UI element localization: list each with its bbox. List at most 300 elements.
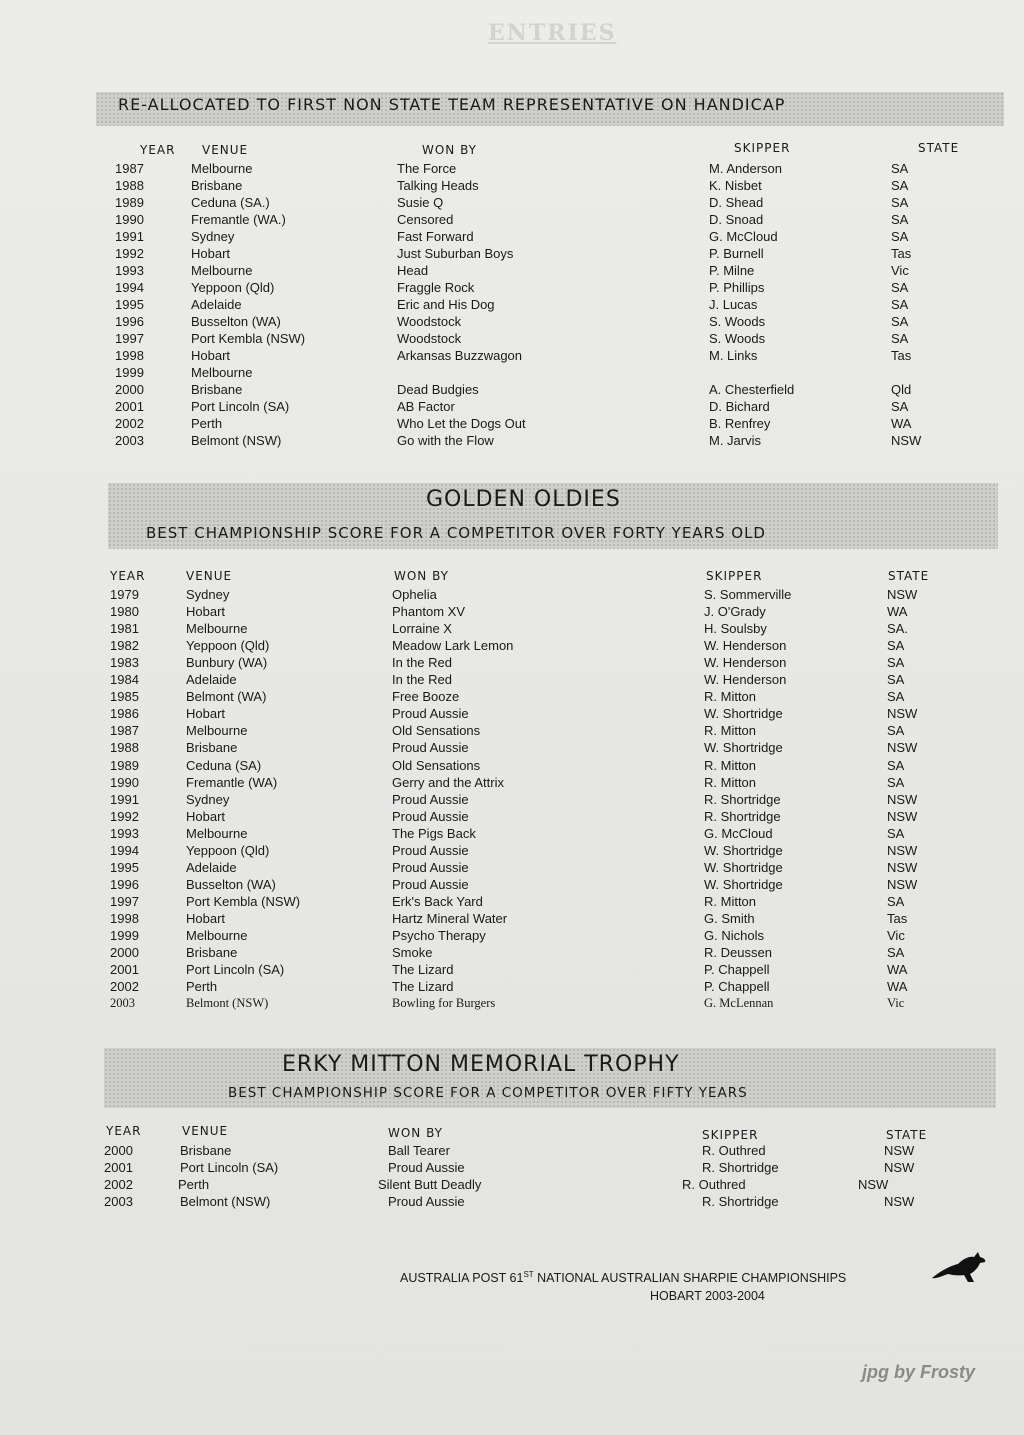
- cell-won-by: Proud Aussie: [392, 859, 469, 875]
- cell-venue: Yeppoon (Qld): [191, 280, 275, 295]
- cell-skipper: R. Mitton: [704, 723, 757, 739]
- cell-won-by: Gerry and the Attrix: [392, 774, 504, 790]
- cell-won-by: Old Sensations: [392, 757, 481, 773]
- cell-won-by: Proud Aussie: [392, 706, 469, 722]
- table-row: [0, 365, 1024, 382]
- table-row: [0, 1194, 1024, 1211]
- s2-header-state: STATE: [888, 569, 930, 583]
- cell-won-by: Just Suburban Boys: [397, 246, 514, 261]
- watermark: jpg by Frosty: [862, 1362, 976, 1382]
- section2-title: GOLDEN OLDIES: [426, 487, 621, 512]
- cell-state: SA: [887, 757, 905, 773]
- table-row: [0, 229, 1024, 246]
- cell-won-by: Who Let the Dogs Out: [397, 416, 526, 431]
- cell-won-by: The Lizard: [392, 979, 454, 995]
- cell-skipper: R. Shortridge: [704, 791, 781, 807]
- s3-header-skipper: SKIPPER: [702, 1128, 759, 1142]
- cell-skipper: P. Chappell: [704, 962, 770, 978]
- cell-year: 1987: [110, 723, 139, 739]
- cell-state: WA: [887, 979, 908, 995]
- cell-won-by: Ophelia: [392, 587, 437, 602]
- cell-won-by: Eric and His Dog: [397, 297, 495, 312]
- cell-venue: Adelaide: [191, 297, 242, 312]
- cell-skipper: H. Soulsby: [704, 621, 767, 637]
- cell-venue: Hobart: [191, 246, 231, 261]
- cell-skipper: R. Deussen: [704, 945, 772, 961]
- s1-header-won-by: WON BY: [422, 143, 478, 157]
- cell-state: NSW: [884, 1194, 915, 1209]
- cell-won-by: Proud Aussie: [392, 876, 469, 892]
- table-row: [0, 161, 1024, 178]
- cell-won-by: Fast Forward: [397, 229, 474, 244]
- cell-skipper: J. O'Grady: [704, 604, 766, 620]
- cell-won-by: Talking Heads: [397, 178, 479, 193]
- cell-venue: Perth: [186, 979, 218, 995]
- cell-year: 1996: [110, 876, 139, 892]
- table-row: [0, 689, 1024, 706]
- s2-header-venue: VENUE: [186, 569, 233, 583]
- cell-venue: Ceduna (SA): [186, 757, 262, 773]
- cell-venue: Melbourne: [186, 723, 248, 739]
- cell-venue: Hobart: [186, 808, 226, 824]
- table-row: [0, 809, 1024, 826]
- cell-state: SA: [891, 161, 909, 176]
- table-row: [0, 996, 1024, 1013]
- cell-state: SA: [891, 212, 909, 227]
- cell-skipper: G. McCloud: [709, 229, 778, 244]
- cell-year: 1985: [110, 689, 139, 705]
- cell-won-by: The Lizard: [392, 962, 454, 978]
- cell-skipper: S. Woods: [709, 331, 766, 346]
- cell-won-by: In the Red: [392, 672, 452, 688]
- table-row: [0, 587, 1024, 604]
- cell-skipper: M. Links: [709, 348, 758, 363]
- table-row: [0, 775, 1024, 792]
- cell-year: 1999: [115, 365, 144, 380]
- s3-header-state: STATE: [886, 1128, 928, 1142]
- cell-state: SA: [891, 297, 909, 312]
- cell-year: 1989: [110, 757, 139, 773]
- cell-won-by: Old Sensations: [392, 723, 481, 739]
- cell-year: 2001: [115, 399, 144, 414]
- cell-state: SA: [887, 689, 905, 705]
- table-row: [0, 280, 1024, 297]
- cell-state: SA: [887, 774, 905, 790]
- cell-won-by: Proud Aussie: [392, 842, 469, 858]
- s2-header-won-by: WON BY: [394, 569, 450, 583]
- cell-state: NSW: [887, 842, 918, 858]
- cell-won-by: AB Factor: [397, 399, 455, 414]
- cell-venue: Brisbane: [186, 740, 238, 756]
- cell-state: NSW: [891, 433, 922, 448]
- cell-venue: Belmont (WA): [186, 689, 267, 705]
- cell-skipper: R. Mitton: [704, 689, 757, 705]
- table-row: [0, 723, 1024, 740]
- cell-state: WA: [891, 416, 912, 431]
- cell-venue: Brisbane: [191, 178, 243, 193]
- cell-state: SA: [891, 280, 909, 295]
- s2-header-year: YEAR: [110, 569, 146, 583]
- table-row: [0, 911, 1024, 928]
- cell-year: 1991: [115, 229, 144, 244]
- table-row: [0, 740, 1024, 757]
- cell-won-by: Erk's Back Yard: [392, 893, 483, 909]
- cell-skipper: W. Henderson: [704, 655, 787, 671]
- cell-state: SA: [891, 195, 909, 210]
- table-row: [0, 928, 1024, 945]
- section3-title: ERKY MITTON MEMORIAL TROPHY: [282, 1052, 680, 1077]
- cell-year: 1994: [110, 842, 139, 858]
- cell-year: 1981: [110, 621, 139, 637]
- table-row: [0, 843, 1024, 860]
- cell-state: NSW: [884, 1143, 915, 1158]
- table-row: [0, 877, 1024, 894]
- cell-venue: Yeppoon (Qld): [186, 842, 270, 858]
- cell-won-by: Ball Tearer: [388, 1143, 450, 1158]
- cell-year: 1993: [110, 825, 139, 841]
- cell-state: SA: [891, 178, 909, 193]
- s3-header-venue: VENUE: [182, 1124, 229, 1138]
- cell-venue: Fremantle (WA.): [191, 212, 286, 227]
- table-row: [0, 382, 1024, 399]
- cell-skipper: M. Jarvis: [709, 433, 761, 448]
- table-row: [0, 894, 1024, 911]
- cell-venue: Melbourne: [191, 263, 253, 278]
- cell-state: WA: [887, 604, 908, 620]
- table-row: [0, 792, 1024, 809]
- cell-venue: Melbourne: [186, 928, 248, 943]
- cell-skipper: W. Henderson: [704, 672, 787, 688]
- cell-venue: Melbourne: [191, 161, 253, 176]
- cell-won-by: Bowling for Burgers: [392, 996, 496, 1011]
- cell-skipper: W. Shortridge: [704, 842, 783, 858]
- cell-state: NSW: [884, 1160, 915, 1175]
- s2-header-skipper: SKIPPER: [706, 569, 763, 583]
- cell-state: NSW: [887, 740, 918, 756]
- cell-state: SA.: [887, 621, 908, 637]
- cell-skipper: W. Henderson: [704, 638, 787, 654]
- table-row: [0, 706, 1024, 723]
- cell-venue: Busselton (WA): [186, 876, 276, 892]
- cell-year: 1993: [115, 263, 144, 278]
- cell-year: 1994: [115, 280, 144, 295]
- table-row: [0, 672, 1024, 689]
- cell-year: 1998: [110, 910, 139, 926]
- cell-year: 2000: [110, 945, 139, 961]
- cell-year: 2000: [104, 1143, 133, 1158]
- cell-skipper: J. Lucas: [709, 297, 758, 312]
- cell-state: SA: [887, 825, 905, 841]
- cell-state: SA: [887, 723, 905, 739]
- cell-state: Qld: [891, 382, 912, 397]
- cell-state: Tas: [891, 348, 912, 363]
- table-row: [0, 263, 1024, 280]
- cell-skipper: W. Shortridge: [704, 876, 783, 892]
- cell-state: WA: [887, 962, 908, 978]
- cell-venue: Adelaide: [186, 859, 237, 875]
- cell-venue: Belmont (NSW): [186, 996, 269, 1011]
- s3-header-year: YEAR: [106, 1124, 142, 1138]
- cell-year: 1999: [110, 928, 139, 943]
- cell-venue: Belmont (NSW): [180, 1194, 271, 1209]
- cell-skipper: S. Woods: [709, 314, 766, 329]
- cell-won-by: Phantom XV: [392, 604, 465, 620]
- table-row: [0, 331, 1024, 348]
- cell-state: NSW: [887, 876, 918, 892]
- table-row: [0, 604, 1024, 621]
- cell-year: 1995: [110, 859, 139, 875]
- cell-skipper: S. Sommerville: [704, 587, 792, 602]
- cell-state: NSW: [887, 706, 918, 722]
- cell-year: 2002: [104, 1177, 133, 1192]
- cell-venue: Perth: [191, 416, 223, 431]
- cell-venue: Ceduna (SA.): [191, 195, 270, 210]
- cell-skipper: W. Shortridge: [704, 706, 783, 722]
- cell-skipper: R. Mitton: [704, 774, 757, 790]
- cell-skipper: G. Nichols: [704, 928, 764, 943]
- cell-year: 1987: [115, 161, 144, 176]
- cell-won-by: Psycho Therapy: [392, 928, 486, 943]
- cell-year: 2003: [110, 996, 135, 1011]
- cell-state: Tas: [887, 910, 908, 926]
- cell-skipper: R. Shortridge: [702, 1194, 779, 1209]
- cell-year: 1992: [115, 246, 144, 261]
- cell-venue: Port Kembla (NSW): [191, 331, 306, 346]
- table-row: [0, 416, 1024, 433]
- table-row: [0, 826, 1024, 843]
- cell-venue: Sydney: [186, 587, 230, 602]
- cell-year: 2003: [104, 1194, 133, 1209]
- cell-won-by: Lorraine X: [392, 621, 452, 637]
- cell-state: NSW: [887, 859, 918, 875]
- table-row: [0, 979, 1024, 996]
- cell-venue: Belmont (NSW): [191, 433, 282, 448]
- cell-venue: Brisbane: [191, 382, 243, 397]
- cell-year: 1980: [110, 604, 139, 620]
- cell-state: SA: [887, 672, 905, 688]
- cell-year: 1988: [115, 178, 144, 193]
- cell-skipper: W. Shortridge: [704, 740, 783, 756]
- cell-skipper: R. Outhred: [702, 1143, 766, 1158]
- table-row: [0, 1177, 1024, 1194]
- footer-line1-sup: ST: [523, 1270, 534, 1279]
- cell-venue: Melbourne: [191, 365, 253, 380]
- cell-won-by: In the Red: [392, 655, 452, 671]
- cell-state: SA: [887, 945, 905, 961]
- cell-state: SA: [891, 331, 909, 346]
- section3-subtitle: BEST CHAMPIONSHIP SCORE FOR A COMPETITOR OVER FIFTY YEARS: [228, 1085, 748, 1101]
- cell-skipper: P. Chappell: [704, 979, 770, 995]
- table-row: [0, 621, 1024, 638]
- cell-state: Tas: [891, 246, 912, 261]
- table-row: [0, 297, 1024, 314]
- cell-year: 2003: [115, 433, 144, 448]
- cell-skipper: M. Anderson: [709, 161, 782, 176]
- cell-won-by: Woodstock: [397, 314, 462, 329]
- cell-year: 1995: [115, 297, 144, 312]
- cell-state: Vic: [887, 928, 905, 943]
- cell-won-by: Susie Q: [397, 195, 444, 210]
- s1-header-state: STATE: [918, 141, 960, 155]
- cell-state: SA: [887, 638, 905, 654]
- cell-skipper: R. Outhred: [682, 1177, 746, 1192]
- table-row: [0, 758, 1024, 775]
- bleed-through-heading: ENTRIES: [488, 20, 617, 46]
- cell-won-by: The Force: [397, 161, 457, 176]
- cell-year: 1992: [110, 808, 139, 824]
- cell-skipper: P. Milne: [709, 263, 755, 278]
- table-row: [0, 1143, 1024, 1160]
- cell-venue: Brisbane: [186, 945, 238, 961]
- cell-won-by: Hartz Mineral Water: [392, 910, 508, 926]
- cell-year: 1979: [110, 587, 139, 602]
- footer-line1-pre: AUSTRALIA POST 61: [400, 1271, 524, 1286]
- cell-skipper: W. Shortridge: [704, 859, 783, 875]
- table-row: [0, 195, 1024, 212]
- section1-title: RE-ALLOCATED TO FIRST NON STATE TEAM REPRESENTATIVE ON HANDICAP: [118, 95, 786, 114]
- cell-year: 1991: [110, 791, 139, 807]
- cell-won-by: Proud Aussie: [388, 1160, 465, 1175]
- cell-venue: Hobart: [186, 706, 226, 722]
- footer-line1-post: NATIONAL AUSTRALIAN SHARPIE CHAMPIONSHIPS: [533, 1271, 847, 1286]
- cell-won-by: Proud Aussie: [392, 808, 469, 824]
- cell-venue: Perth: [178, 1177, 210, 1192]
- cell-won-by: Head: [397, 263, 429, 278]
- cell-venue: Port Kembla (NSW): [186, 893, 301, 909]
- table-row: [0, 178, 1024, 195]
- table-row: [0, 212, 1024, 229]
- table-row: [0, 314, 1024, 331]
- cell-state: SA: [891, 229, 909, 244]
- cell-venue: Melbourne: [186, 825, 248, 841]
- table-row: [0, 1160, 1024, 1177]
- cell-year: 1990: [110, 774, 139, 790]
- cell-year: 2001: [104, 1160, 133, 1175]
- footer-line1: [400, 1270, 846, 1285]
- cell-year: 2002: [110, 979, 139, 995]
- table-row: [0, 860, 1024, 877]
- cell-year: 2002: [115, 416, 144, 431]
- cell-skipper: A. Chesterfield: [709, 382, 795, 397]
- cell-year: 1990: [115, 212, 144, 227]
- cell-venue: Busselton (WA): [191, 314, 281, 329]
- cell-state: SA: [891, 399, 909, 414]
- table-row: [0, 638, 1024, 655]
- cell-year: 1997: [115, 331, 144, 346]
- cell-skipper: P. Phillips: [709, 280, 765, 295]
- cell-won-by: Proud Aussie: [392, 791, 469, 807]
- kangaroo-icon: [928, 1248, 992, 1288]
- cell-venue: Fremantle (WA): [186, 774, 278, 790]
- cell-skipper: G. McLennan: [704, 996, 774, 1011]
- cell-year: 1986: [110, 706, 139, 722]
- cell-state: SA: [887, 893, 905, 909]
- table-row: [0, 945, 1024, 962]
- cell-venue: Sydney: [191, 229, 235, 244]
- cell-state: Vic: [887, 996, 905, 1011]
- cell-won-by: Arkansas Buzzwagon: [397, 348, 523, 363]
- section2-subtitle: BEST CHAMPIONSHIP SCORE FOR A COMPETITOR OVER FORTY YEARS OLD: [146, 524, 766, 542]
- table-row: [0, 433, 1024, 450]
- cell-won-by: Fraggle Rock: [397, 280, 475, 295]
- cell-skipper: R. Mitton: [704, 757, 757, 773]
- cell-year: 1983: [110, 655, 139, 671]
- footer-line2: HOBART 2003-2004: [650, 1289, 765, 1303]
- s1-header-year: YEAR: [140, 143, 176, 157]
- s1-header-venue: VENUE: [202, 143, 249, 157]
- cell-year: 2000: [115, 382, 144, 397]
- cell-year: 1982: [110, 638, 139, 654]
- cell-skipper: B. Renfrey: [709, 416, 771, 431]
- cell-won-by: Proud Aussie: [388, 1194, 465, 1209]
- cell-skipper: R. Shortridge: [704, 808, 781, 824]
- cell-won-by: Silent Butt Deadly: [378, 1177, 482, 1192]
- cell-year: 1988: [110, 740, 139, 756]
- cell-state: NSW: [887, 808, 918, 824]
- cell-venue: Hobart: [186, 910, 226, 926]
- cell-skipper: R. Mitton: [704, 893, 757, 909]
- cell-won-by: Woodstock: [397, 331, 462, 346]
- cell-venue: Melbourne: [186, 621, 248, 637]
- cell-skipper: D. Shead: [709, 195, 764, 210]
- cell-year: 2001: [110, 962, 139, 978]
- cell-won-by: Free Booze: [392, 689, 460, 705]
- cell-venue: Hobart: [191, 348, 231, 363]
- cell-year: 1996: [115, 314, 144, 329]
- cell-skipper: G. McCloud: [704, 825, 773, 841]
- cell-venue: Hobart: [186, 604, 226, 620]
- cell-skipper: D. Snoad: [709, 212, 764, 227]
- cell-year: 1989: [115, 195, 144, 210]
- cell-state: NSW: [887, 587, 918, 602]
- cell-venue: Port Lincoln (SA): [180, 1160, 279, 1175]
- cell-won-by: Proud Aussie: [392, 740, 469, 756]
- cell-venue: Adelaide: [186, 672, 237, 688]
- cell-skipper: R. Shortridge: [702, 1160, 779, 1175]
- table-row: [0, 962, 1024, 979]
- cell-year: 1984: [110, 672, 139, 688]
- cell-won-by: The Pigs Back: [392, 825, 476, 841]
- cell-year: 1997: [110, 893, 139, 909]
- cell-state: NSW: [887, 791, 918, 807]
- cell-skipper: G. Smith: [704, 910, 755, 926]
- cell-won-by: Censored: [397, 212, 454, 227]
- table-row: [0, 655, 1024, 672]
- cell-venue: Yeppoon (Qld): [186, 638, 270, 654]
- cell-skipper: D. Bichard: [709, 399, 770, 414]
- cell-venue: Brisbane: [180, 1143, 232, 1158]
- cell-venue: Sydney: [186, 791, 230, 807]
- cell-venue: Bunbury (WA): [186, 655, 268, 671]
- cell-year: 1998: [115, 348, 144, 363]
- cell-state: SA: [887, 655, 905, 671]
- table-row: [0, 399, 1024, 416]
- table-row: [0, 348, 1024, 365]
- cell-state: SA: [891, 314, 909, 329]
- s3-header-won-by: WON BY: [388, 1126, 444, 1140]
- cell-won-by: Dead Budgies: [397, 382, 479, 397]
- table-row: [0, 246, 1024, 263]
- cell-skipper: P. Burnell: [709, 246, 764, 261]
- cell-won-by: Smoke: [392, 945, 433, 961]
- cell-state: Vic: [891, 263, 909, 278]
- cell-venue: Port Lincoln (SA): [191, 399, 290, 414]
- cell-state: NSW: [858, 1177, 889, 1192]
- cell-venue: Port Lincoln (SA): [186, 962, 285, 978]
- cell-skipper: K. Nisbet: [709, 178, 762, 193]
- cell-won-by: Meadow Lark Lemon: [392, 638, 514, 654]
- cell-won-by: Go with the Flow: [397, 433, 494, 448]
